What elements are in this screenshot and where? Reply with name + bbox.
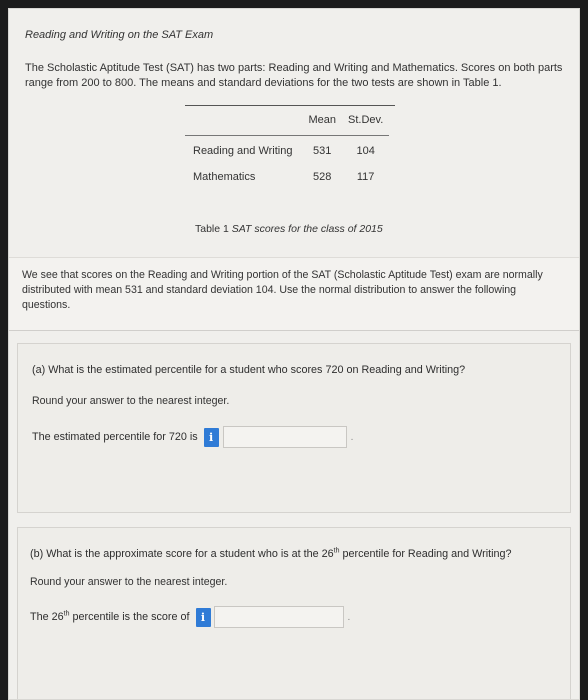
question-context [9, 257, 579, 331]
table-row [185, 161, 389, 187]
table-caption [195, 223, 383, 235]
row-stdev: 117 [356, 171, 375, 183]
info-icon[interactable]: i [204, 428, 219, 447]
part-b-instruction: Round your answer to the nearest integer. [30, 576, 228, 588]
table-header-row [185, 114, 389, 136]
info-icon[interactable]: i [196, 608, 211, 627]
part-a-question: (a) What is the estimated percentile for a student who scores 720 on Reading and Writing? [32, 364, 466, 376]
part-a-trailing-period: . [350, 431, 354, 443]
row-stdev: 104 [356, 145, 375, 157]
caption-italic: SAT scores for the class of 2015 [231, 223, 383, 235]
table-row [185, 136, 389, 162]
sat-scores-table [185, 114, 389, 187]
part-b-question-prefix: (b) What is the approximate score for a student who is at the 26 [30, 548, 334, 560]
table-header-mean: Mean [308, 114, 336, 126]
caption-prefix: Table 1 [195, 223, 229, 235]
part-b-answer-sup: th [63, 610, 70, 618]
part-b-answer-suffix: percentile is the score of [69, 611, 190, 623]
part-b-panel [17, 527, 571, 699]
problem-title: Reading and Writing on the SAT Exam [25, 29, 214, 41]
part-a-instruction: Round your answer to the nearest integer. [32, 395, 230, 407]
part-b-answer-label [30, 611, 190, 623]
table-header-stdev: St.Dev. [348, 114, 384, 126]
part-b-question-suffix: percentile for Reading and Writing? [339, 548, 512, 560]
context-text: We see that scores on the Reading and Writing portion of the SAT (Scholastic Aptitude Test) exam are normally distributed with mean 531 and standard deviation 104. Use the normal distribution to answer the following questions. [22, 269, 543, 311]
sat-table-wrap [185, 105, 395, 187]
part-a-answer-row [32, 426, 556, 448]
row-label: Reading and Writing [193, 145, 293, 157]
part-b-question [30, 548, 558, 560]
part-a-answer-input[interactable] [223, 426, 347, 448]
problem-intro [9, 9, 579, 241]
table-top-rule [185, 105, 395, 106]
problem-page [8, 8, 580, 700]
row-label: Mathematics [193, 171, 256, 183]
row-mean: 531 [313, 145, 332, 157]
part-a-panel [17, 343, 571, 513]
table-header-blank [185, 114, 302, 136]
part-a-answer-label: The estimated percentile for 720 is [32, 431, 198, 443]
part-b-answer-input[interactable] [214, 606, 344, 628]
part-b-trailing-period: . [347, 611, 351, 623]
part-b-question-sup: th [333, 547, 340, 555]
problem-intro-text: The Scholastic Aptitude Test (SAT) has two parts: Reading and Writing and Mathematics. Scores on both parts range from 200 to 800. The means and standard deviations for the two tests are shown in Table 1. [25, 62, 563, 89]
part-b-answer-prefix: The 26 [30, 611, 64, 623]
row-mean: 528 [313, 171, 332, 183]
part-b-answer-row [30, 606, 558, 628]
